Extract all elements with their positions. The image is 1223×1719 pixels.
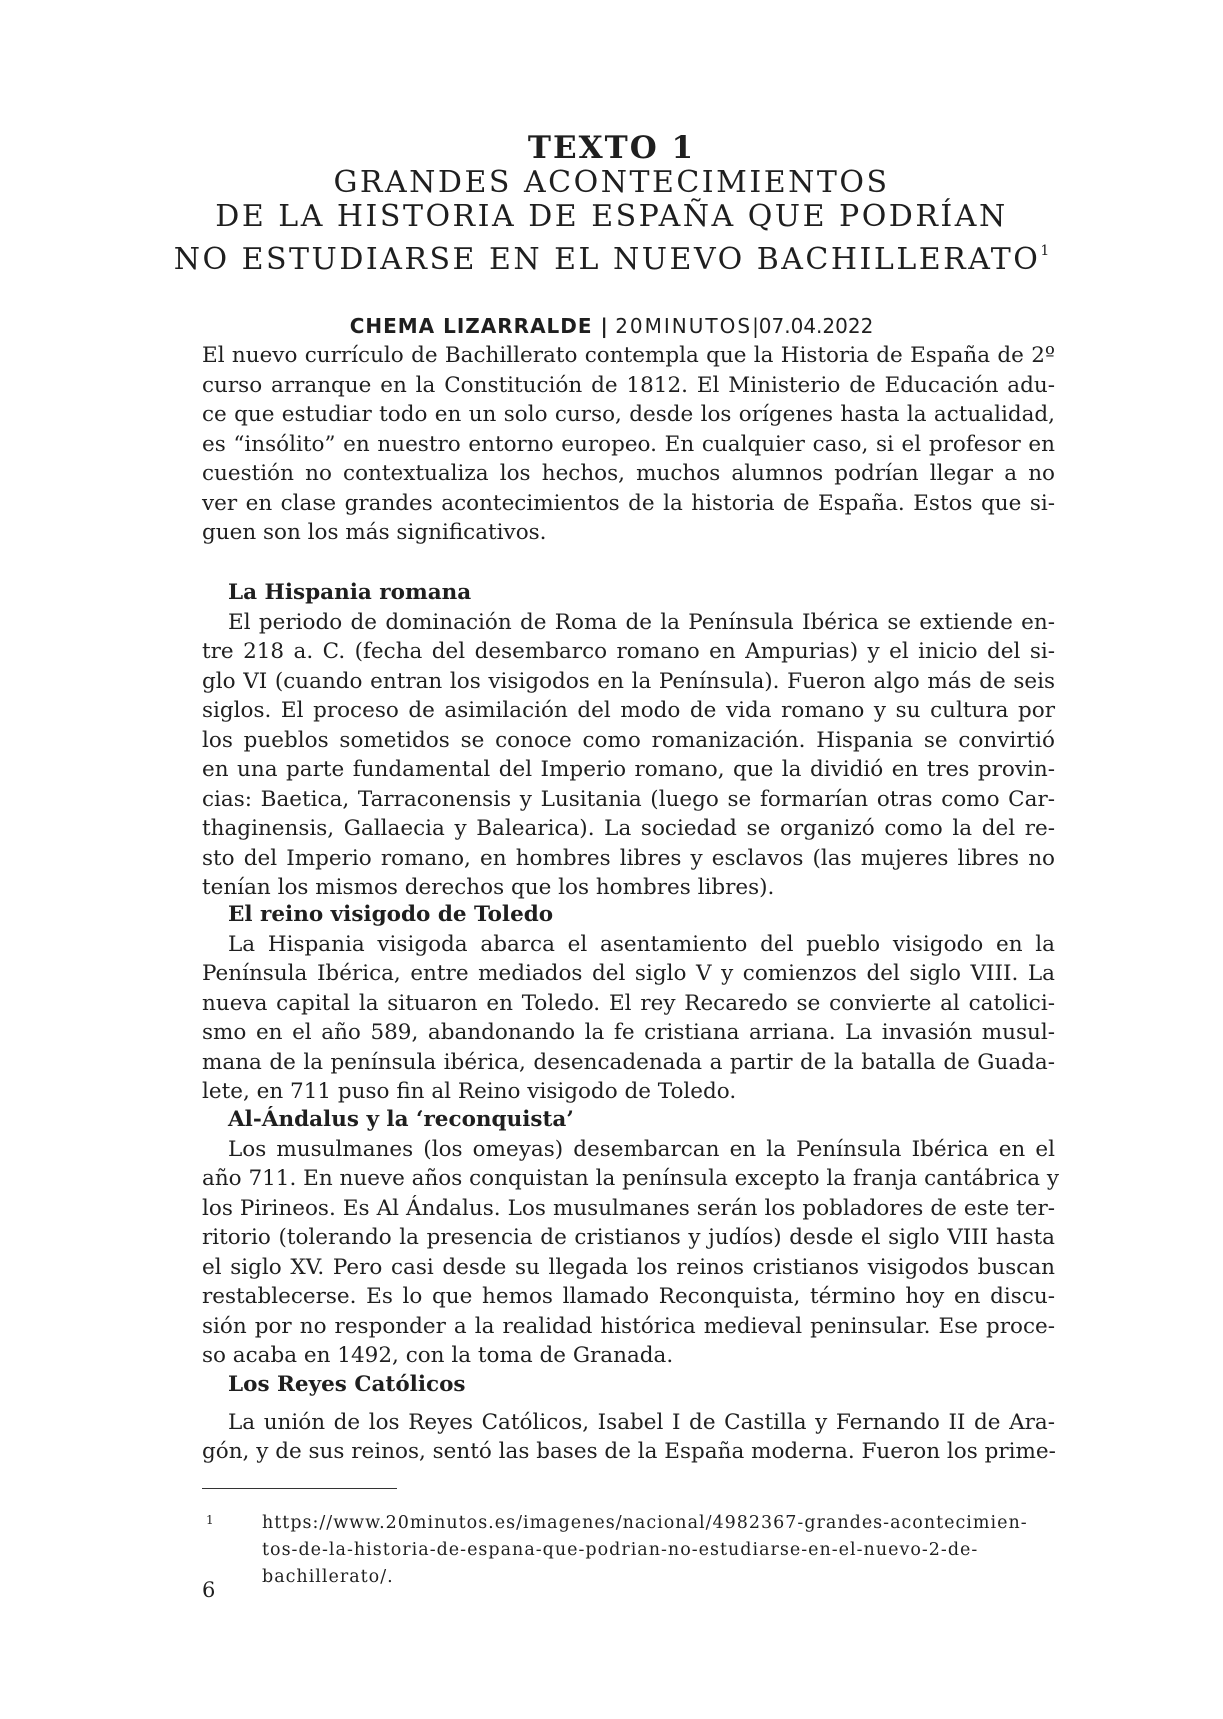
- text-line: los pueblos sometidos se conoce como romanización. Hispania se convirtió: [202, 727, 1055, 753]
- footnote-line[interactable]: tos-de-la-historia-de-espana-que-podrian-no-estudiarse-en-el-nuevo-2-de-: [262, 1540, 979, 1560]
- text-line: tenían los mismos derechos que los hombres libres).: [202, 875, 775, 900]
- text-line: ce que estudiar todo en un solo curso, desde los orígenes hasta la actualidad,: [202, 402, 1055, 427]
- text-line: so acaba en 1492, con la toma de Granada.: [202, 1343, 674, 1368]
- text-line: año 711. En nueve años conquistan la península excepto la franja cantábrica y: [202, 1166, 1060, 1191]
- section-al-andalus: [202, 1105, 1060, 1371]
- text-line: cuestión no contextualiza los hechos, muchos alumnos podrían llegar a no: [202, 461, 1055, 486]
- title-line-1: GRANDES ACONTECIMIENTOS: [333, 165, 890, 200]
- text-line: lete, en 711 puso fin al Reino visigodo de Toledo.: [202, 1079, 737, 1104]
- text-line: ritorio (tolerando la presencia de cristianos y judíos) desde el siglo VIII hasta: [202, 1225, 1055, 1250]
- text-line: La unión de los Reyes Católicos, Isabel I de Castilla y Fernando II de Ara-: [228, 1409, 1055, 1435]
- text-line: El nuevo currículo de Bachillerato contempla que la Historia de España de 2º: [202, 343, 1055, 368]
- text-line: Los musulmanes (los omeyas) desembarcan en la Península Ibérica en el: [228, 1136, 1055, 1162]
- text-line: Península Ibérica, entre mediados del siglo V y comienzos del siglo VIII. La: [202, 961, 1055, 986]
- text-label: TEXTO 1: [527, 130, 696, 166]
- section-heading: Los Reyes Católicos: [228, 1372, 466, 1397]
- title-footnote-ref[interactable]: 1: [1040, 243, 1050, 259]
- text-line: thaginensis, Gallaecia y Balearica). La sociedad se organizó como la del re-: [202, 816, 1055, 841]
- text-line: La Hispania visigoda abarca el asentamiento del pueblo visigodo en la: [228, 931, 1055, 957]
- section-heading: El reino visigodo de Toledo: [228, 902, 554, 927]
- text-line: gón, y de sus reinos, sentó las bases de la España moderna. Fueron los prime-: [202, 1439, 1056, 1464]
- section-hispania-romana: [202, 578, 1055, 903]
- title-line-2: DE LA HISTORIA DE ESPAÑA QUE PODRÍAN: [215, 199, 1008, 234]
- footnote-text: [262, 1510, 1055, 1591]
- text-line: sión por no responder a la realidad histórica medieval peninsular. Ese proce-: [202, 1313, 1055, 1339]
- text-line: ver en clase grandes acontecimientos de la historia de España. Estos que si-: [202, 490, 1055, 516]
- text-line: sto del Imperio romano, en hombres libres y esclavos (las mujeres libres no: [202, 845, 1055, 871]
- section-heading: La Hispania romana: [228, 580, 472, 605]
- footnote-number: 1: [206, 1513, 214, 1527]
- section-reino-visigodo: [202, 900, 1055, 1107]
- byline-outlet: 20MINUTOS: [615, 314, 753, 338]
- article-title: [0, 130, 1223, 277]
- text-line: restablecerse. Es lo que hemos llamado Reconquista, término hoy en discu-: [202, 1284, 1055, 1309]
- text-line: nueva capital la situaron en Toledo. El rey Recaredo se convierte al catolici-: [202, 990, 1055, 1016]
- text-line: curso arranque en la Constitución de 1812. El Ministerio de Educación adu-: [202, 372, 1055, 398]
- title-line-3-text: NO ESTUDIARSE EN EL NUEVO BACHILLERATO: [173, 242, 1041, 277]
- text-line: tre 218 a. C. (fecha del desembarco romano en Ampurias) y el inicio del si-: [202, 639, 1055, 664]
- text-line: guen son los más significativos.: [202, 520, 547, 545]
- text-line: El periodo de dominación de Roma de la Península Ibérica se extiende en-: [228, 609, 1055, 635]
- footnote-line[interactable]: https://www.20minutos.es/imagenes/nacional/4982367-grandes-acontecimien-: [262, 1513, 1028, 1533]
- text-line: el siglo XV. Pero casi desde su llegada los reinos cristianos visigodos buscan: [202, 1254, 1055, 1280]
- byline-date: |07.04.2022: [752, 314, 874, 338]
- text-line: smo en el año 589, abandonando la fe cristiana arriana. La invasión musul-: [202, 1020, 1055, 1045]
- text-line: en una parte fundamental del Imperio romano, que la dividió en tres provin-: [202, 757, 1055, 782]
- byline: [0, 313, 1223, 339]
- section-reyes-catolicos: [202, 1370, 1055, 1467]
- section-heading: Al-Ándalus y la ‘reconquista’: [228, 1107, 574, 1132]
- footnote-divider: [202, 1488, 397, 1489]
- text-line: mana de la península ibérica, desencadenada a partir de la batalla de Guada-: [202, 1049, 1055, 1075]
- text-line: siglos. El proceso de asimilación del modo de vida romano y su cultura por: [202, 698, 1055, 723]
- intro-paragraph: [202, 341, 1055, 548]
- text-line: cias: Baetica, Tarraconensis y Lusitania (luego se formarían otras como Car-: [202, 786, 1055, 812]
- title-line-3: [0, 234, 1223, 277]
- text-line: los Pirineos. Es Al Ándalus. Los musulmanes serán los pobladores de este ter-: [202, 1195, 1055, 1221]
- page-number: 6: [202, 1578, 216, 1602]
- footnote-line[interactable]: bachillerato/.: [262, 1567, 394, 1587]
- text-line: glo VI (cuando entran los visigodos en la Península). Fueron algo más de seis: [202, 668, 1055, 694]
- text-line: es “insólito” en nuestro entorno europeo. En cualquier caso, si el profesor en: [202, 431, 1055, 457]
- byline-author: CHEMA LIZARRALDE |: [349, 314, 609, 338]
